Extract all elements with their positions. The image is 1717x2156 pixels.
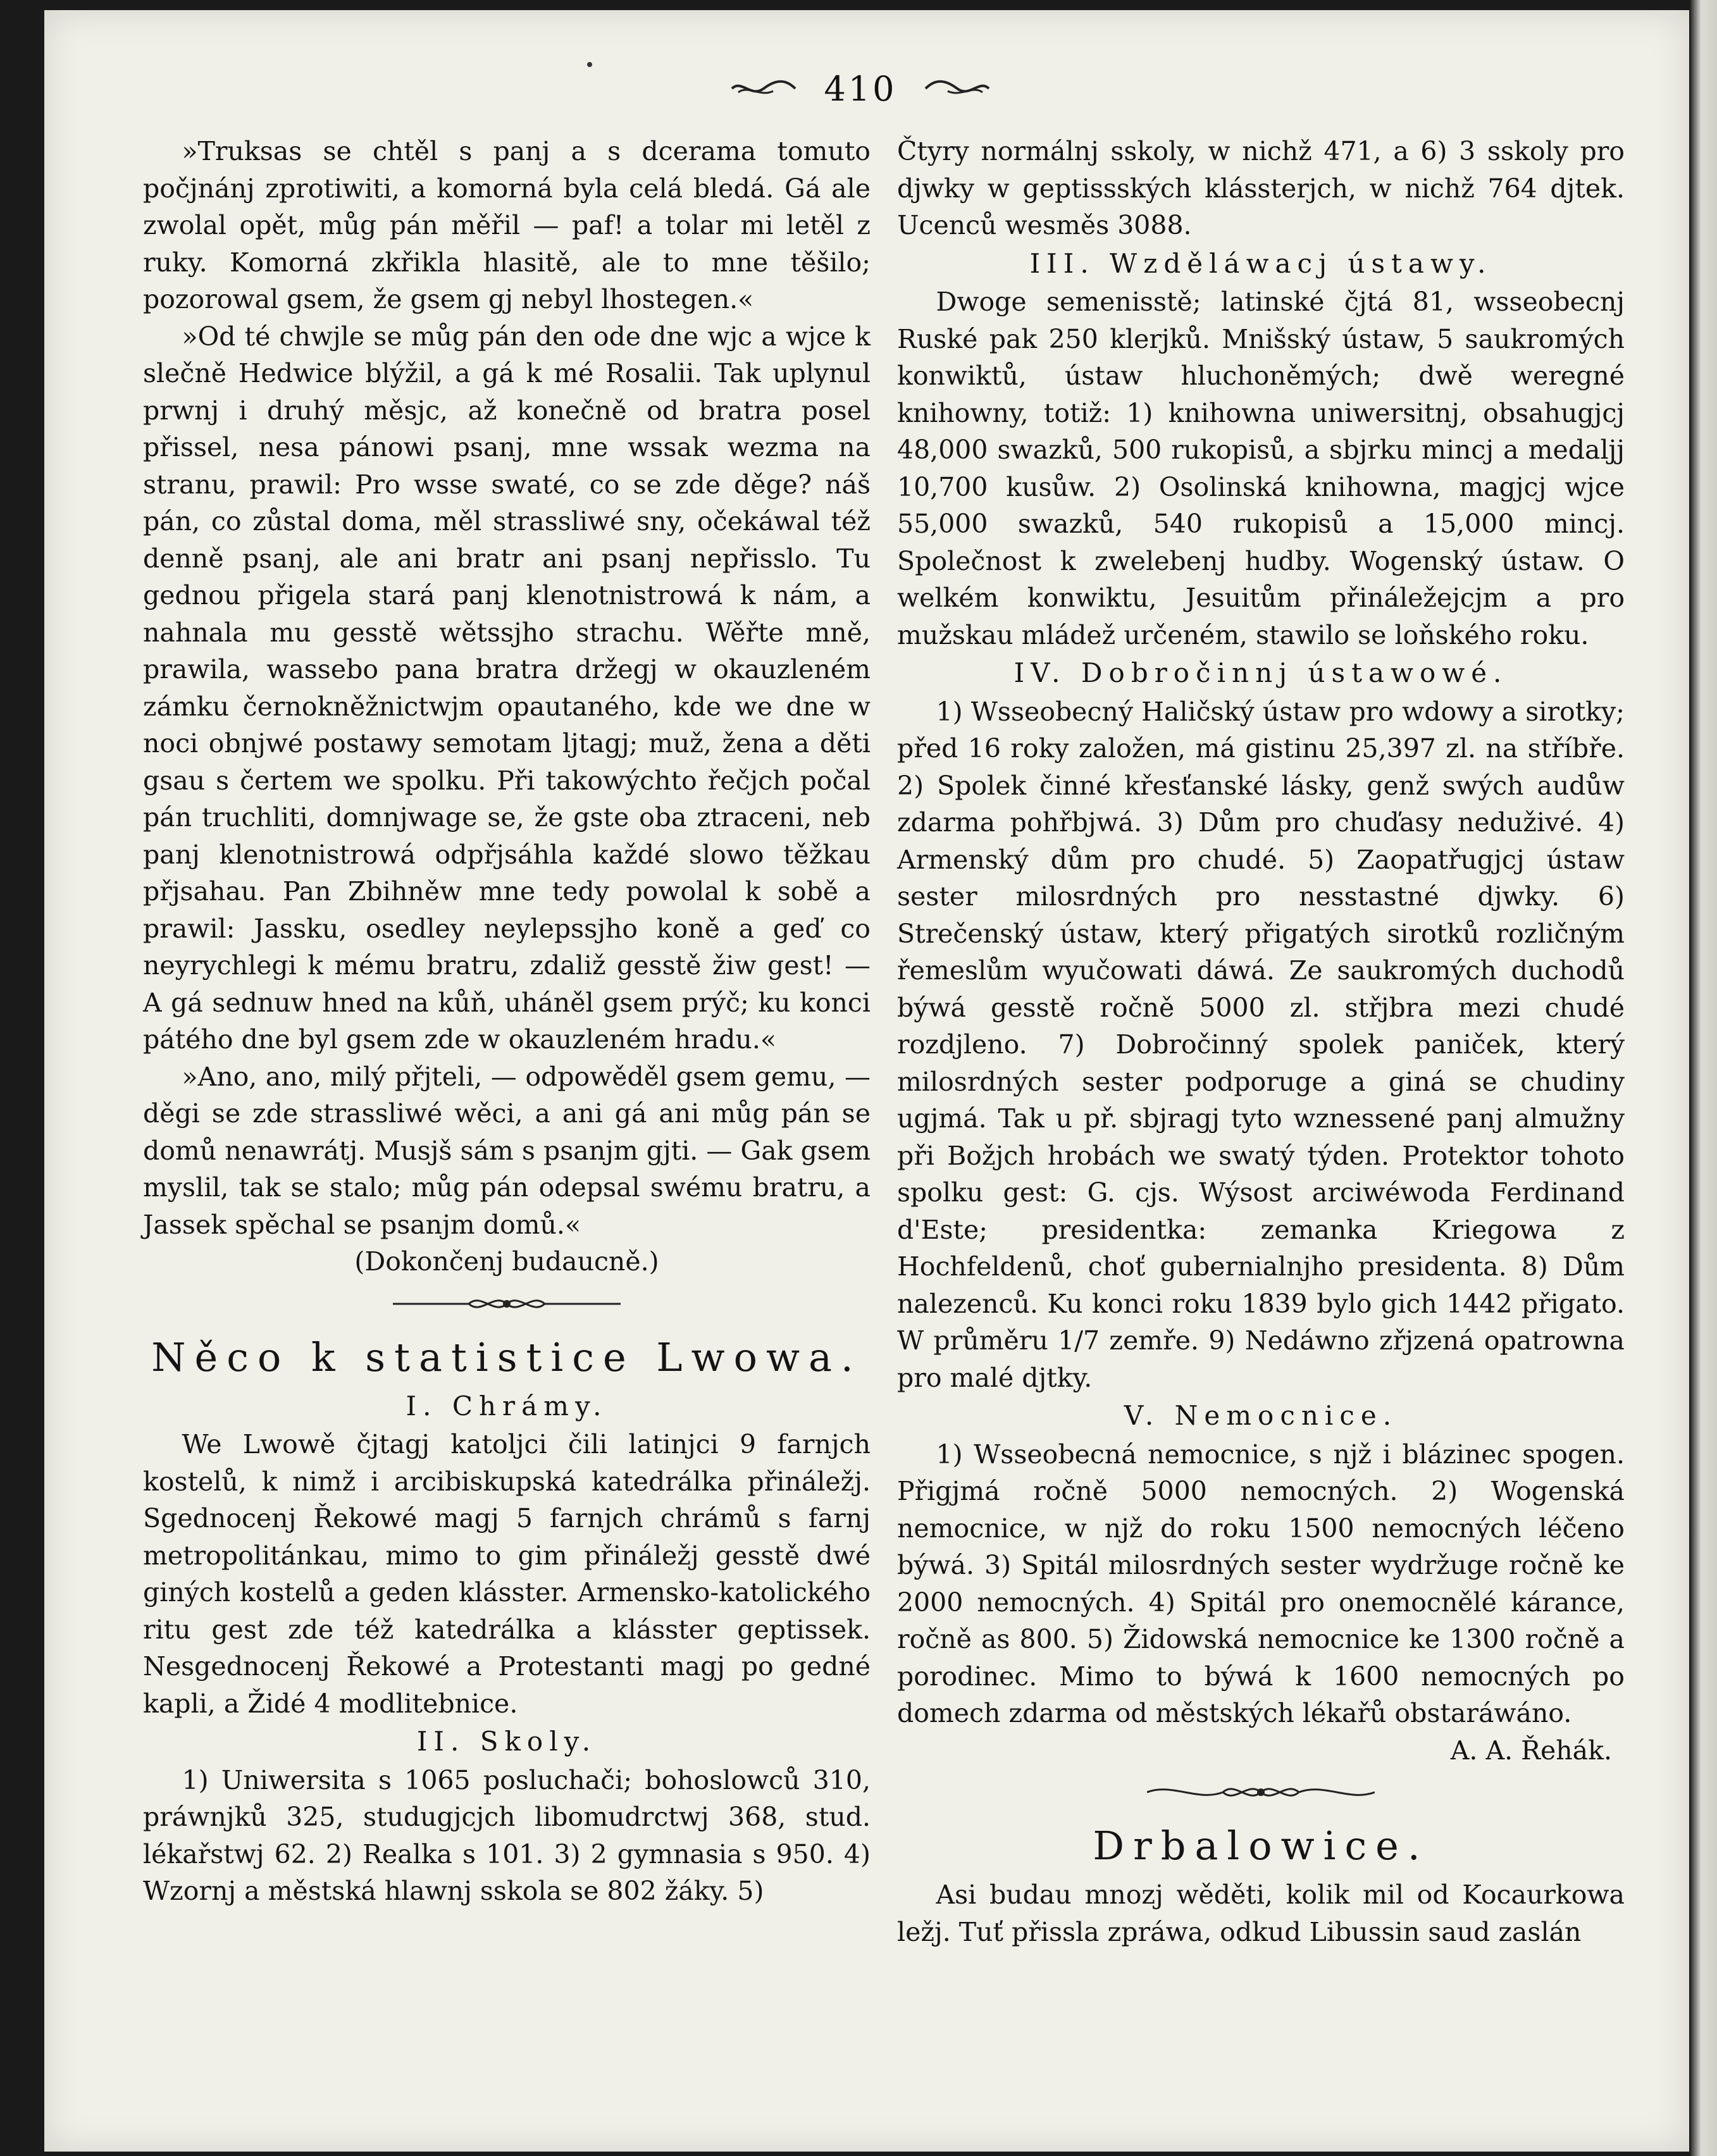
section-heading: IV. Dobročinnj ústawowé. — [1013, 657, 1508, 688]
page-edge — [1690, 0, 1717, 2156]
paragraph: »Truksas se chtěl s panj a s dcerama tomuto počjnánj zprotiwiti, a komorná byla celá bledá. Gá ale zwolal opět, můg pán měřil — paf! a tolar mi letěl z ruky. Komorná zkřikla hlasitě, ale to mne těšilo; pozorowal gsem, že gsem gj nebyl lhostegen.« — [143, 136, 871, 314]
divider-ornament — [897, 1778, 1625, 1807]
section-heading: I. Chrámy. — [406, 1390, 608, 1422]
paragraph: »Ano, ano, milý přjteli, — odpowěděl gsem gemu, — děgi se zde strassliwé wěci, a ani gá ani můg pán se domů nenawrátj. Musjš sám s psanjm gjti. — Gak gsem myslil, tak se stalo; můg pán odepsal swému bratru, a Jassek spěchal se psanjm domů.« — [143, 1061, 871, 1240]
left-flourish-icon — [729, 76, 798, 101]
divider-ornament — [143, 1289, 871, 1318]
section-text: 1) Wsseobecná nemocnice, s njž i blázinec spogen. Přigjmá ročně 5000 nemocných. 2) Wogenská nemocnice, w njž do roku 1500 nemocných léčeno býwá. 3) Spitál milosrdných sester wydržuge ročně ke 2000 nemocných. 4) Spitál pro onemocnělé kárance, ročně as 800. 5) Židowská nemocnice ke 1300 ročně a porodinec. Mimo to býwá k 1600 nemocných po domech zdarma od městských lékařů obstaráwáno. — [897, 1439, 1625, 1728]
right-flourish-icon — [922, 76, 992, 101]
paragraph: Čtyry normálnj sskoly, w nichž 471, a 6) 3 sskoly pro djwky w geptissských klássterjch, w nichž 764 djtek. Ucenců wesměs 3088. — [897, 136, 1625, 240]
left-column — [143, 133, 871, 1910]
ornament-icon — [393, 1289, 621, 1318]
ink-dot — [587, 62, 592, 67]
section-text: 1) Wsseobecný Haličský ústaw pro wdowy a sirotky; před 16 roky založen, má gistinu 25,397 zl. na stříbře. 2) Spolek činné křesťanské lásky, genž swých audůw zdarma pohřbjwá. 3) Dům pro chuďasy neduživé. 4) Armenský dům pro chudé. 5) Zaopatřugjcj ústaw sester milosrdných pro nesstastné djwky. 6) Strečenský ústaw, který přigatých sirotků rozličným řemeslům wyučowati dáwá. Ze saukromých duchodů býwá gesstě ročně 5000 zl. střjbra mezi chudé rozdjleno. 7) Dobročinný spolek paniček, který milosrdných sester podporuge a giná se chudiny ugjmá. Tak u př. sbjragj tyto wznessené panj almužny při Božjch hrobách we swatý týden. Protektor tohoto spolku gest: G. cjs. Wýsost arciwéwoda Ferdinand d'Este; presidentka: zemanka Kriegowa z Hochfeldenů, choť gubernialnjho presidenta. 8) Dům nalezenců. Ku konci roku 1839 bylo gich 1442 přigato. W průměru 1/7 zemře. 9) Nedáwno zřjzená opatrowna pro malé djtky. — [897, 696, 1625, 1393]
section-text: Dwoge semenisstě; latinské čjtá 81, wsseobecnj Ruské pak 250 klerjků. Mnišský ústaw, 5 saukromých konwiktů, ústaw hluchoněmých; dwě weregné knihowny, totiž: 1) knihowna uniwersitnj, obsahugjcj 48,000 swazků, 500 rukopisů, a sbjrku mincj a medaljj 10,700 kusůw. 2) Osolinská knihowna, magjcj wjce 55,000 swazků, 540 rukopisů a 15,000 mincj. Společnost k zwelebenj hudby. Wogenský ústaw. O welkém konwiktu, Jesuitům přináležejcjm a pro mužskau mládež určeném, stawilo se loňského roku. — [897, 287, 1625, 650]
paragraph: Asi budau mnozj wěděti, kolik mil od Kocaurkowa ležj. Tuť přissla zpráwa, odkud Libussin saud zaslán — [897, 1880, 1625, 1947]
continued-note: (Dokončenj budaucně.) — [354, 1246, 659, 1277]
section-heading: III. Wzděláwacj ústawy. — [1029, 247, 1492, 279]
article-title: Něco k statistice Lwowa. — [151, 1334, 862, 1380]
section-heading: II. Skoly. — [416, 1726, 597, 1757]
section-heading: V. Nemocnice. — [1124, 1400, 1398, 1431]
paragraph: »Od té chwjle se můg pán den ode dne wjc a wjce k slečně Hedwice blýžil, a gá k mé Rosalii. Tak uplynul prwnj i druhý měsjc, až konečně od bratra posel přissel, nesa pánowi psanj, mne wssak wezma na stranu, prawil: Pro wsse swaté, co se zde děge? náš pán, co zůstal doma, měl strassliwé sny, očekáwal též denně psanj, ale ani bratr ani psanj nepřisslo. Tu gednou přigela stará panj klenotnistrowá k nám, a nahnala mu gesstě wětssjho strachu. Wěřte mně, prawila, wassebo pana bratra držegj w okauzleném zámku černokněžnictwjm opautaného, kde we dne w noci obnjwé postawy semotam ljtagj; muž, žena a děti gsau s čertem we spolku. Při takowýchto řečjch počal pán truchliti, domnjwage se, že gste oba ztraceni, neb panj klenotnistrowá odpřjsáhla každé slowo těžkau přjsahau. Pan Zbihněw mne tedy powolal k sobě a prawil: Jassku, osedley neylepssjho koně a geď co neyrychlegi k mému bratru, zdaliž gesstě žiw gest! — A gá sednuw hned na kůň, uháněl gsem prýč; ku konci pátého dne byl gsem zde w okauzleném hradu.« — [143, 321, 871, 1055]
author-signature: A. A. Řehák. — [1450, 1735, 1612, 1766]
section-text: We Lwowě čjtagj katoljci čili latinjci 9 farnjch kostelů, k nimž i arcibiskupská katedrálka přináležj. Sgednocenj Řekowé magj 5 farnjch chrámů s farnj metropolitánkau, mimo to gim přináležj gesstě dwé giných kostelů a geden klásster. Armensko-katolického ritu gest zde též katedrálka a klásster geptissek. Nesgednocenj Řekowé a Protestanti magj po gedné kapli, a Židé 4 modlitebnice. — [143, 1429, 871, 1719]
page-number: 410 — [824, 68, 897, 109]
article-title: Drbalowice. — [1093, 1823, 1429, 1869]
page-header — [728, 63, 993, 114]
section-text: 1) Uniwersita s 1065 posluchači; bohoslowců 310, práwnjků 325, studugjcjch libomudrctwj 368, stud. lékařstwj 62. 2) Realka s 101. 3) 2 gymnasia s 950. 4) Wzornj a městská hlawnj sskola se 802 žáky. 5) — [143, 1764, 871, 1906]
right-column — [897, 133, 1625, 1950]
ornament-icon — [1147, 1778, 1375, 1807]
